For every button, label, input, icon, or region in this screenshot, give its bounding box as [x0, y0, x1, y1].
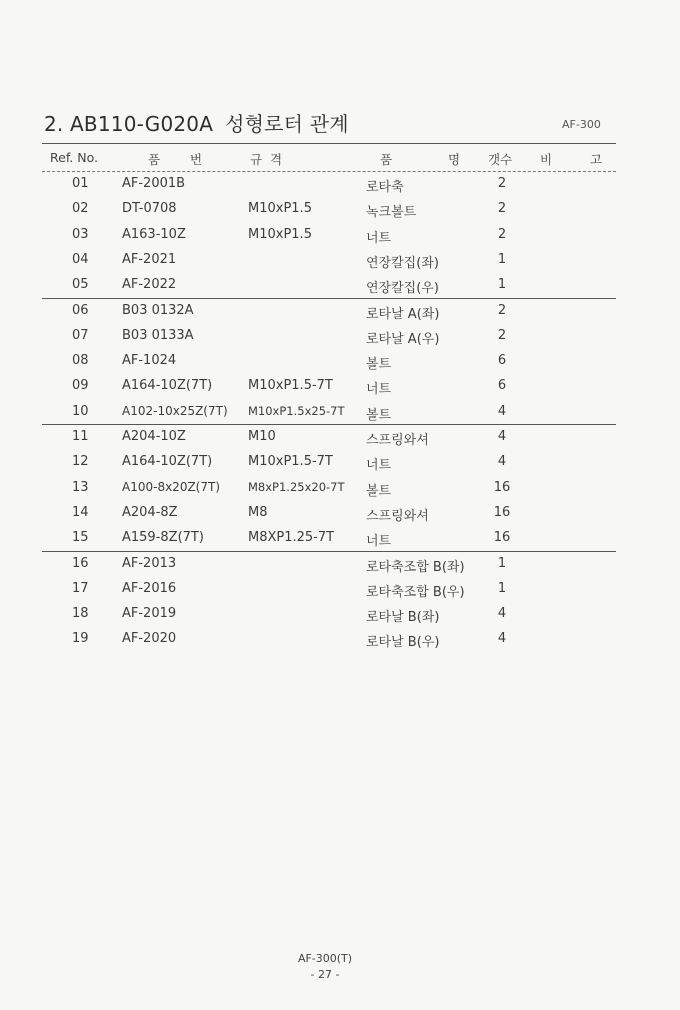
part-number-cell: A100-8x20Z(7T)	[122, 479, 220, 494]
header-part-name: 품 명	[380, 152, 461, 167]
header-part-number: 품 번	[148, 152, 203, 167]
part-number-cell: A102-10x25Z(7T)	[122, 403, 228, 418]
table-row	[0, 606, 680, 631]
group-separator	[42, 424, 616, 425]
qty-cell: 16	[493, 530, 511, 546]
header-qty: 갯수	[488, 152, 513, 167]
part-number-cell: AF-2019	[122, 606, 177, 622]
part-name-cell: 로타축	[366, 180, 404, 195]
table-row	[0, 631, 680, 656]
table-row	[0, 328, 680, 353]
ref-no-cell: 17	[72, 580, 89, 596]
ref-no-cell: 04	[72, 251, 89, 267]
qty-cell: 1	[497, 555, 507, 571]
group-separator	[42, 298, 616, 299]
page-number: - 27 -	[310, 968, 340, 981]
model-label: AF-300	[562, 118, 601, 131]
table-row	[0, 353, 680, 378]
ref-no-cell: 19	[72, 631, 89, 647]
qty-cell: 4	[497, 631, 507, 647]
ref-no-cell: 14	[72, 504, 89, 520]
part-number-cell: A204-10Z	[122, 429, 186, 444]
qty-cell: 4	[497, 454, 507, 470]
part-name-cell: 볼트	[366, 407, 392, 423]
spec-cell: M8	[248, 504, 268, 520]
ref-no-cell: 12	[72, 454, 89, 470]
part-name-cell: 로타축조합 B(우)	[366, 584, 465, 600]
qty-cell: 1	[497, 251, 507, 267]
header-ref-no: Ref. No.	[50, 150, 99, 165]
part-name-cell: 로타축조합 B(좌)	[366, 559, 465, 575]
table-row	[0, 303, 680, 328]
qty-cell: 2	[497, 201, 507, 217]
part-number-cell: DT-0708	[122, 201, 177, 217]
qty-cell: 4	[497, 403, 507, 419]
table-row	[0, 201, 680, 226]
group-separator	[42, 551, 616, 552]
qty-cell: 16	[493, 479, 511, 495]
part-name-cell: 너트	[366, 382, 392, 398]
table-row	[0, 378, 680, 403]
part-name-cell: 로타날 A(좌)	[366, 306, 440, 322]
part-name-cell: 스프링와셔	[366, 433, 429, 448]
part-name-cell: 로타날 B(우)	[366, 635, 440, 651]
part-number-cell: AF-1024	[122, 353, 177, 369]
table-row	[0, 581, 680, 606]
ref-no-cell: 05	[72, 277, 89, 293]
part-name-cell: 스프링와셔	[366, 508, 429, 524]
qty-cell: 2	[497, 302, 507, 318]
ref-no-cell: 11	[72, 429, 89, 444]
part-number-cell: AF-2020	[122, 631, 177, 647]
qty-cell: 2	[497, 176, 507, 191]
part-number-cell: B03 0132A	[122, 302, 194, 318]
spec-cell: M10xP1.5x25-7T	[248, 403, 345, 418]
qty-cell: 2	[497, 327, 507, 343]
part-number-cell: AF-2022	[122, 277, 177, 293]
spec-cell: M10xP1.5-7T	[248, 454, 333, 470]
spec-cell: M8xP1.25x20-7T	[248, 479, 345, 494]
part-number-cell: AF-2013	[122, 555, 177, 571]
qty-cell: 4	[497, 429, 507, 444]
part-name-cell: 연장칼집(우)	[366, 281, 439, 297]
table-row	[0, 429, 680, 454]
part-name-cell: 너트	[366, 458, 392, 474]
ref-no-cell: 08	[72, 353, 89, 369]
part-number-cell: A204-8Z	[122, 504, 178, 520]
ref-no-cell: 13	[72, 479, 89, 495]
ref-no-cell: 16	[72, 555, 89, 571]
part-number-cell: AF-2016	[122, 580, 177, 596]
footer-model: AF-300(T)	[297, 952, 353, 965]
qty-cell: 1	[497, 580, 507, 596]
part-name-cell: 로타날 A(우)	[366, 331, 440, 347]
spec-cell: M10xP1.5	[248, 226, 312, 242]
table-row	[0, 480, 680, 505]
ref-no-cell: 06	[72, 302, 89, 318]
part-number-cell: A163-10Z	[122, 226, 186, 242]
part-number-cell: A164-10Z(7T)	[122, 378, 213, 394]
table-row	[0, 556, 680, 581]
ref-no-cell: 09	[72, 378, 89, 394]
spec-cell: M10	[248, 429, 276, 444]
table-row	[0, 505, 680, 530]
section-title-korean: 성형로터 관계	[225, 112, 349, 136]
ref-no-cell: 07	[72, 327, 89, 343]
ref-no-cell: 10	[72, 403, 89, 419]
spec-cell: M10xP1.5	[248, 201, 312, 217]
part-name-cell: 연장칼집(좌)	[366, 255, 439, 271]
section-title	[44, 108, 349, 137]
section-number: 2. AB110-G020A	[44, 112, 214, 136]
table-row	[0, 454, 680, 479]
ref-no-cell: 01	[72, 176, 89, 191]
spec-cell: M10xP1.5-7T	[248, 378, 333, 394]
part-number-cell: B03 0133A	[122, 327, 194, 343]
table-row	[0, 227, 680, 252]
part-number-cell: A159-8Z(7T)	[122, 530, 204, 546]
part-name-cell: 너트	[366, 230, 392, 246]
ref-no-cell: 15	[72, 530, 89, 546]
qty-cell: 6	[497, 353, 507, 369]
part-name-cell: 로타날 B(좌)	[366, 610, 440, 626]
header-spec: 규 격	[250, 152, 283, 167]
part-number-cell: AF-2001B	[122, 176, 186, 191]
ref-no-cell: 03	[72, 226, 89, 242]
qty-cell: 2	[497, 226, 507, 242]
part-name-cell: 볼트	[366, 357, 392, 373]
qty-cell: 1	[497, 277, 507, 293]
qty-cell: 4	[497, 606, 507, 622]
spec-cell: M8XP1.25-7T	[248, 530, 335, 546]
table-top-rule	[42, 143, 616, 144]
qty-cell: 6	[497, 378, 507, 394]
header-rule	[42, 171, 616, 172]
part-name-cell: 볼트	[366, 483, 392, 499]
part-name-cell: 녹크볼트	[366, 205, 417, 221]
ref-no-cell: 18	[72, 606, 89, 622]
qty-cell: 16	[493, 504, 511, 520]
table-row	[0, 252, 680, 277]
table-row	[0, 176, 680, 201]
part-number-cell: AF-2021	[122, 251, 177, 267]
header-remarks: 비 고	[540, 152, 603, 167]
part-number-cell: A164-10Z(7T)	[122, 454, 213, 470]
ref-no-cell: 02	[72, 201, 89, 217]
part-name-cell: 너트	[366, 534, 392, 550]
